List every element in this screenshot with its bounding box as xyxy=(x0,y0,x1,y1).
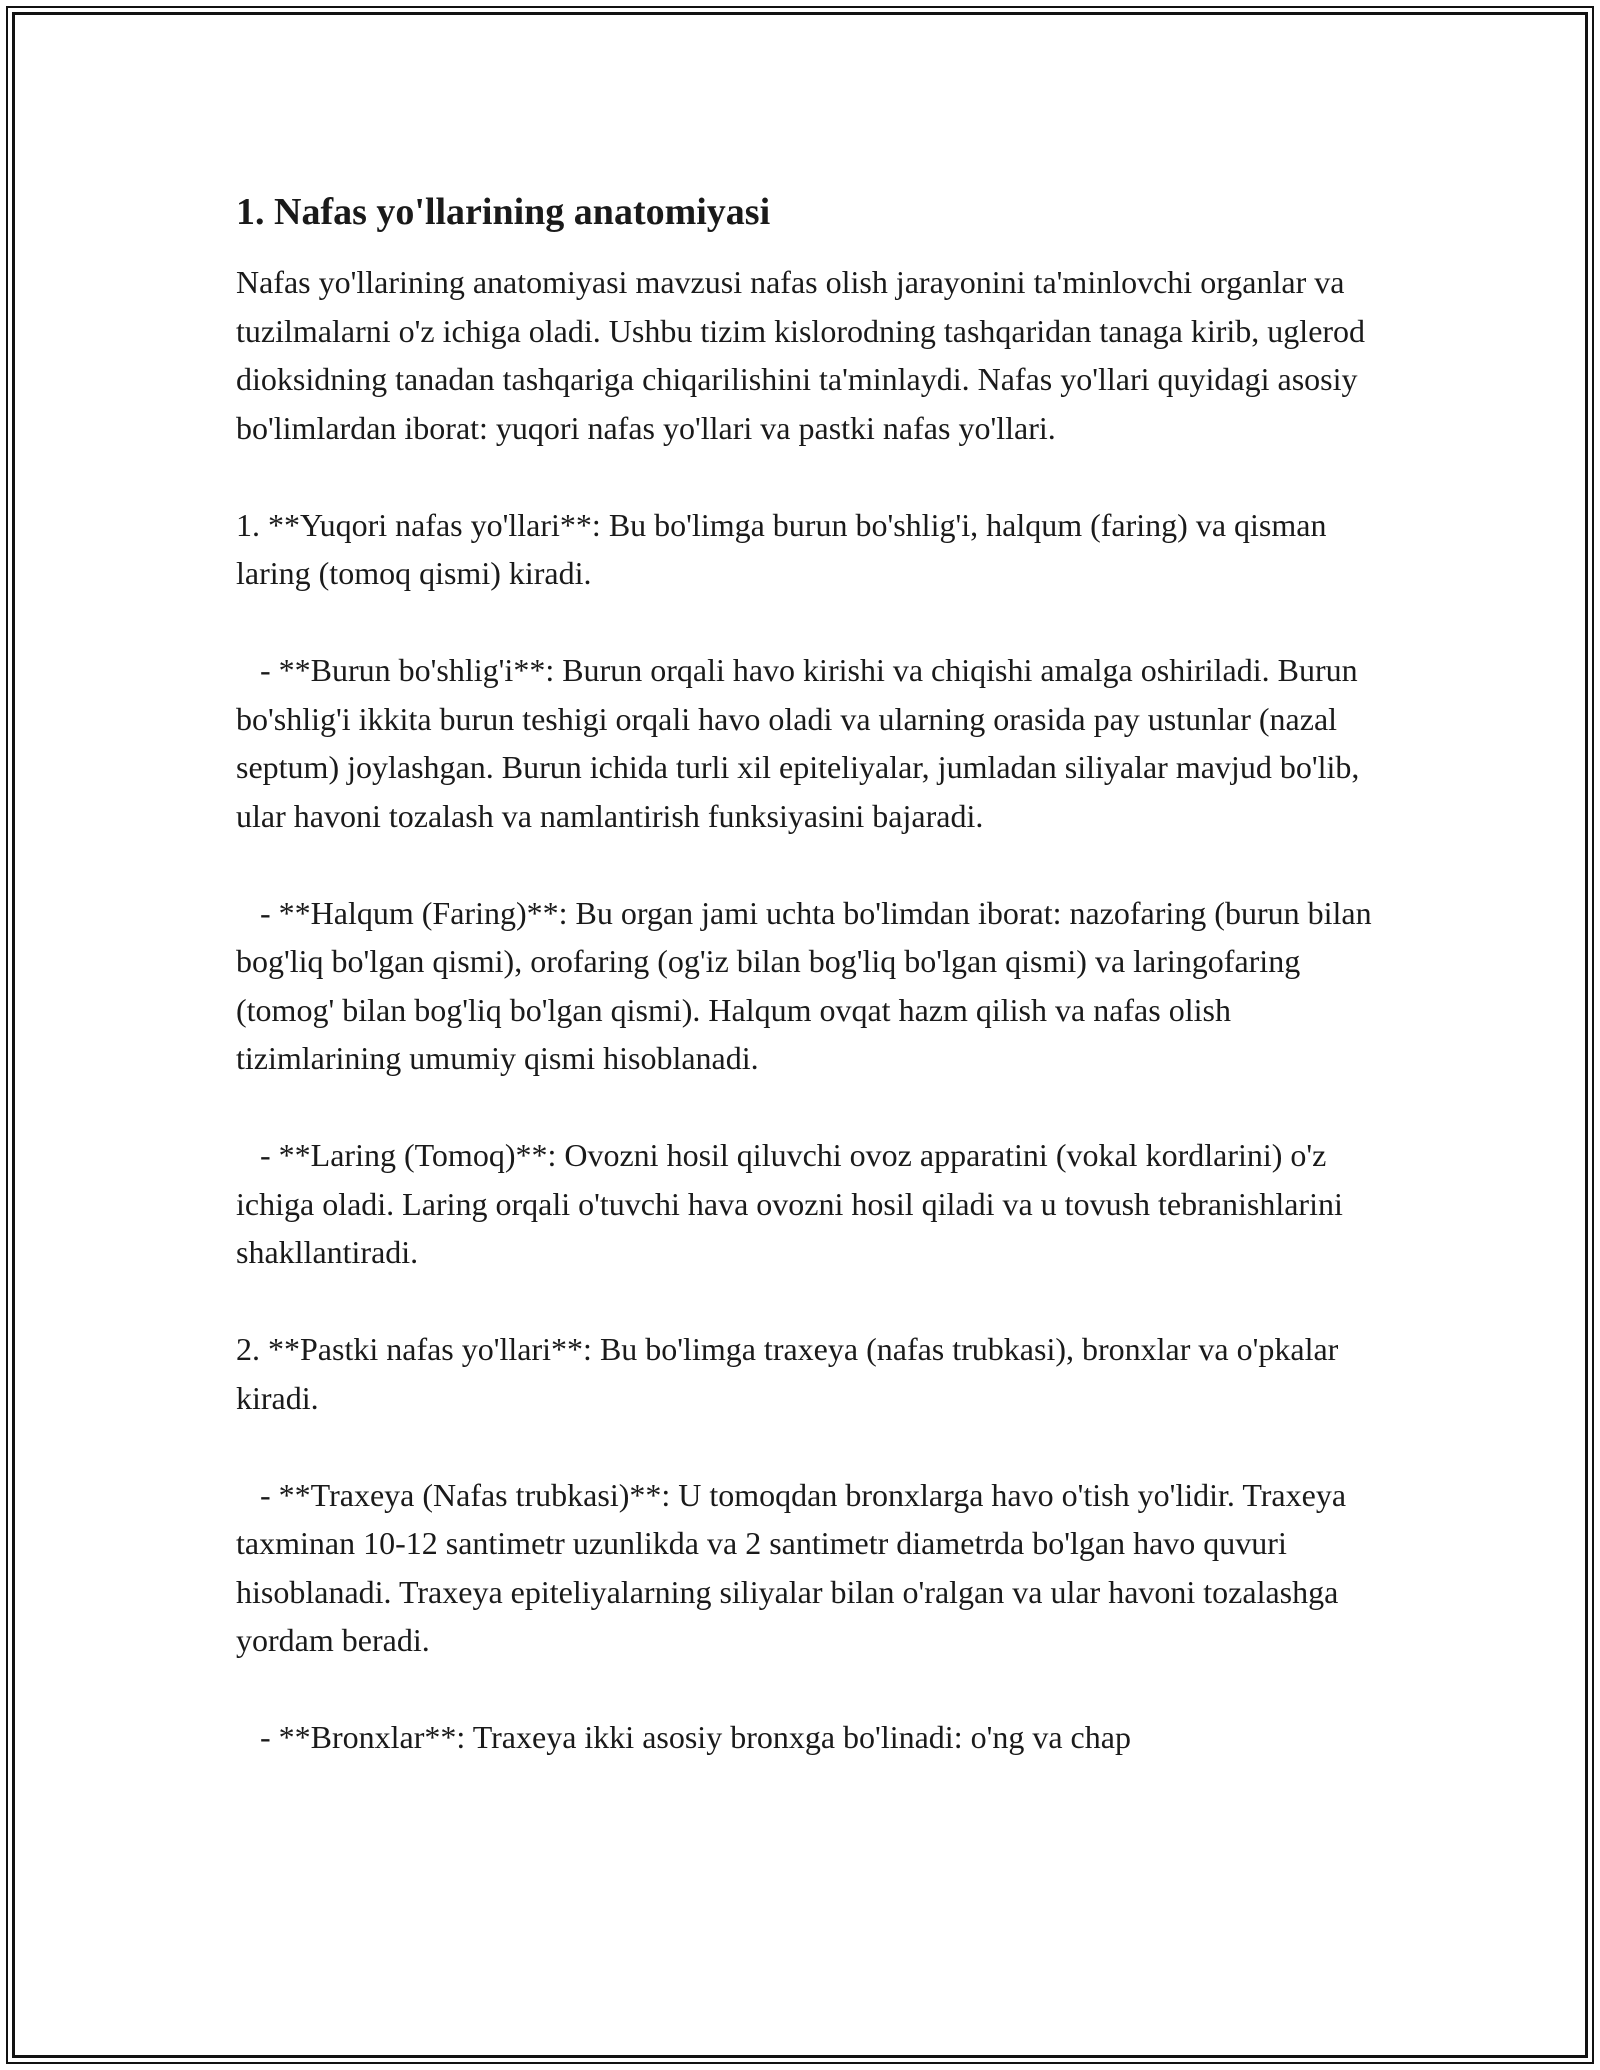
lower-airways-paragraph: 2. **Pastki nafas yo'llari**: Bu bo'limga traxeya (nafas trubkasi), bronxlar va o'pkalar kiradi. xyxy=(236,1331,1347,1416)
nasal-cavity-paragraph: - **Burun bo'shlig'i**: Burun orqali havo kirishi va chiqishi amalga oshiriladi. Burun bo'shlig'i ikkita burun teshigi orqali havo oladi va ularning orasida pay ustunlar (nazal septum) joylashgan. Burun ichida turli xil epiteliyalar, jumladan siliyalar mavjud bo'lib, ular havoni tozalash va namlantirish funksiyasini bajaradi. xyxy=(236,652,1368,834)
upper-airways-paragraph: 1. **Yuqori nafas yo'llari**: Bu bo'limga burun bo'shlig'i, halqum (faring) va qisman laring (tomoq qismi) kiradi. xyxy=(236,506,1335,591)
pharynx-paragraph: - **Halqum (Faring)**: Bu organ jami uchta bo'limdan iborat: nazofaring (burun bilan bog'liq bo'lgan qismi), orofaring (og'iz bilan bog'liq bo'lgan qismi) va laringofaring (tomog' bilan bog'liq bo'lgan qismi). Halqum ovqat hazm qilish va nafas olish tizimlarining umumiy qismi hisoblanadi. xyxy=(236,894,1380,1076)
section-heading: 1. Nafas yo'llarining anatomiyasi xyxy=(236,191,771,233)
larynx-paragraph: - **Laring (Tomoq)**: Ovozni hosil qiluvchi ovoz apparatini (vokal kordlarini) o'z ichiga oladi. Laring orqali o'tuvchi hava ovozni hosil qiladi va u tovush tebranishlarini shakllantiradi. xyxy=(236,1137,1351,1270)
bronchi-paragraph: - **Bronxlar**: Traxeya ikki asosiy bronxga bo'linadi: o'ng va chap xyxy=(236,1719,1131,1755)
intro-paragraph: Nafas yo'llarining anatomiyasi mavzusi nafas olish jarayonini ta'minlovchi organlar va tuzilmalarni o'z ichiga oladi. Ushbu tizim kislorodning tashqaridan tanaga kirib, uglerod dioksidning tanadan tashqariga chiqarilishini ta'minlaydi. Nafas yo'llari quyidagi asosiy bo'limlardan iborat: yuqori nafas yo'llari va pastki nafas yo'llari. xyxy=(236,264,1374,446)
document-body xyxy=(236,188,1380,1762)
trachea-paragraph: - **Traxeya (Nafas trubkasi)**: U tomoqdan bronxlarga havo o'tish yo'lidir. Traxeya taxminan 10-12 santimetr uzunlikda va 2 santimetr diametrda bo'lgan havo quvuri hisoblanadi. Traxeya epiteliyalarning siliyalar bilan o'ralgan va ular havoni tozalashga yordam beradi. xyxy=(236,1476,1355,1658)
